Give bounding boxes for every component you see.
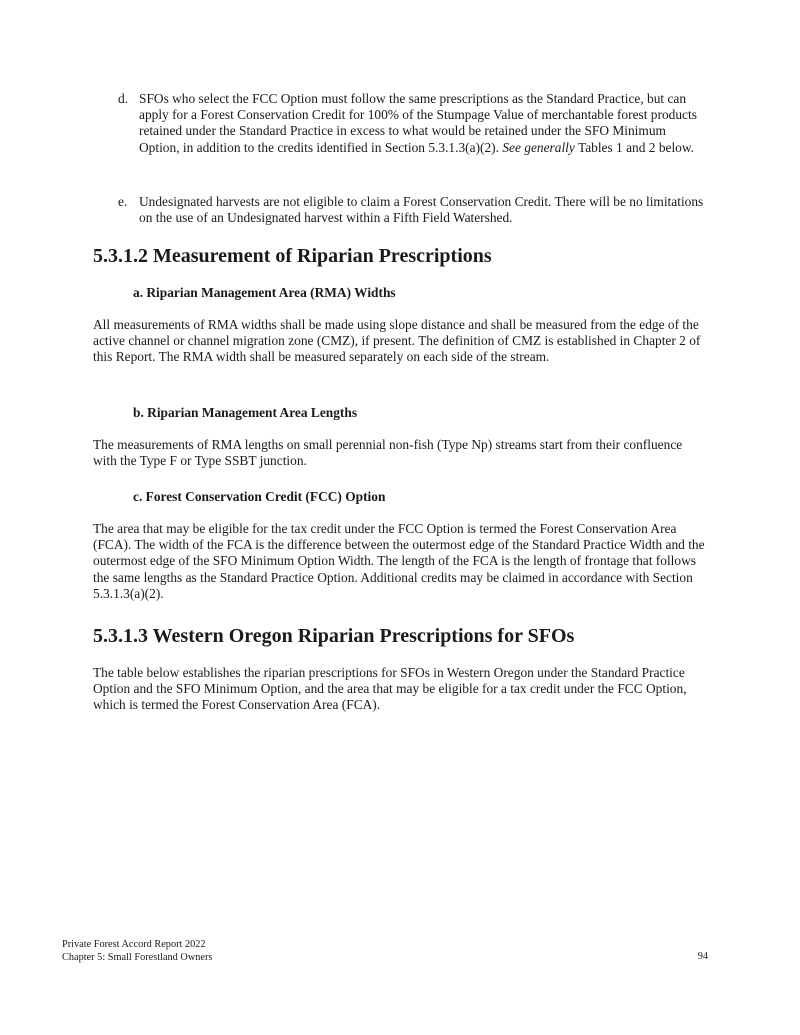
section-heading-5313: 5.3.1.3 Western Oregon Riparian Prescriptions for SFOs <box>93 625 575 647</box>
subheading-rma-lengths: b. Riparian Management Area Lengths <box>133 405 358 420</box>
paragraph-rma-widths: All measurements of RMA widths shall be made using slope distance and shall be measured from the edge of the active channel or channel migration zone (CMZ), if present. The definition of CMZ is established in Chapter 2 of this Report. The RMA width shall be measured separately on each side of the stream. <box>93 317 701 365</box>
list-text-before: SFOs who select the FCC Option must follow the same prescriptions as the Standard Practice, but can apply for a Forest Conservation Credit for 100% of the Stumpage Value of merchantable forest products retained under the Standard Practice in excess to what would be retained under the SFO Minimum Option, in addition to the credits identified in Section 5.3.1.3(a)(2). <box>139 91 697 155</box>
footer-chapter: Chapter 5: Small Forestland Owners <box>62 951 213 963</box>
paragraph-western-oregon: The table below establishes the riparian prescriptions for SFOs in Western Oregon under the Standard Practice Option and the SFO Minimum Option, and the area that may be eligible for a tax credit under the FCC Option, which is termed the Forest Conservation Area (FCA). <box>93 665 687 713</box>
subheading-fcc-option: c. Forest Conservation Credit (FCC) Option <box>133 489 386 504</box>
page-number: 94 <box>697 951 708 962</box>
list-item-text <box>139 91 708 156</box>
paragraph-fcc-option: The area that may be eligible for the tax credit under the FCC Option is termed the Forest Conservation Area (FCA). The width of the FCA is the difference between the outermost edge of the Standard Practice Width and the outermost edge of the SFO Minimum Option Width. The length of the FCA is the length of frontage that follows the same lengths as the Standard Practice Option. Additional credits may be claimed in accordance with Section 5.3.1.3(a)(2). <box>93 521 705 601</box>
list-item-e <box>118 194 708 226</box>
footer-report-title: Private Forest Accord Report 2022 <box>62 939 206 950</box>
list-item-text: Undesignated harvests are not eligible to claim a Forest Conservation Credit. There will be no limitations on the use of an Undesignated harvest within a Fifth Field Watershed. <box>139 194 704 226</box>
page-footer <box>62 939 212 964</box>
list-text-italic: See generally <box>502 139 575 155</box>
list-marker: d. <box>118 91 129 106</box>
list-marker: e. <box>118 194 128 209</box>
paragraph-rma-lengths: The measurements of RMA lengths on small perennial non-fish (Type Np) streams start from their confluence with the Type F or Type SSBT junction. <box>93 437 683 469</box>
list-text-after: Tables 1 and 2 below. <box>574 139 695 155</box>
subheading-rma-widths: a. Riparian Management Area (RMA) Widths <box>133 285 396 300</box>
section-heading-5312: 5.3.1.2 Measurement of Riparian Prescriptions <box>93 245 492 267</box>
list-item-d <box>118 91 708 156</box>
